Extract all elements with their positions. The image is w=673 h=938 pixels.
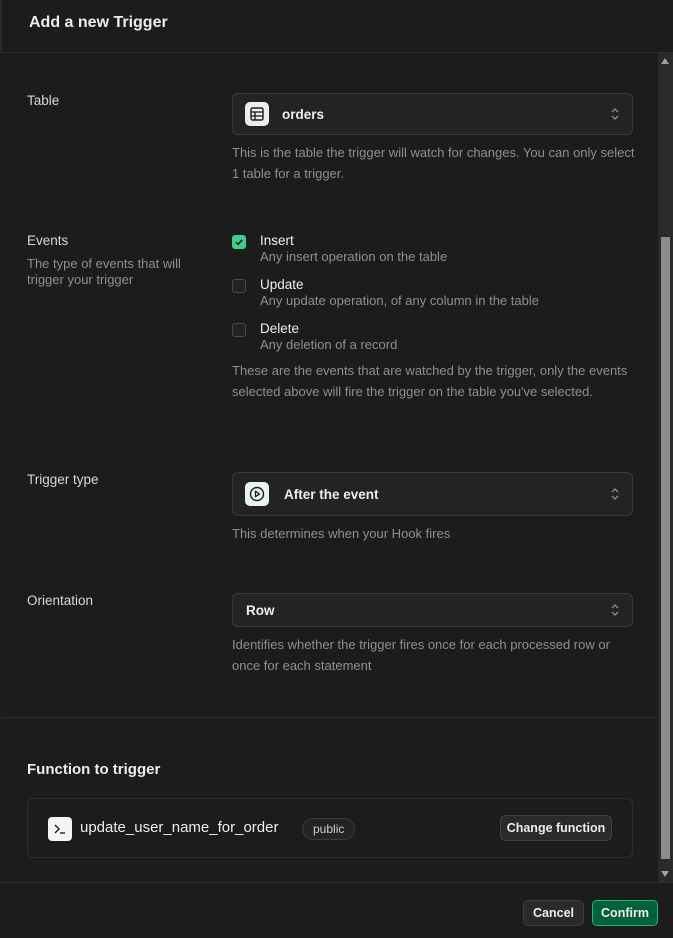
orientation-help: Identifies whether the trigger fires once for each processed row or once for each statement — [232, 637, 610, 673]
dialog-header — [0, 0, 673, 53]
trigger-type-value: After the event — [284, 486, 379, 502]
table-select-value: orders — [282, 106, 325, 122]
dialog-title: Add a new Trigger — [29, 14, 168, 31]
function-section-title: Function to trigger — [27, 761, 161, 778]
chevrons-up-down-icon — [610, 602, 620, 618]
insert-desc: Any insert operation on the table — [260, 249, 448, 264]
events-label: Events — [27, 233, 69, 248]
scrollbar[interactable] — [658, 53, 673, 882]
table-icon — [245, 102, 269, 126]
function-card — [27, 798, 633, 858]
orientation-select[interactable] — [232, 593, 633, 627]
section-divider — [2, 717, 658, 718]
orientation-label: Orientation — [27, 593, 94, 608]
confirm-button[interactable]: Confirm — [592, 900, 658, 926]
update-checkbox[interactable] — [232, 279, 246, 293]
terminal-icon — [48, 817, 72, 841]
check-icon — [233, 236, 245, 248]
delete-title: Delete — [260, 321, 300, 336]
trigger-type-select[interactable] — [232, 472, 633, 516]
change-function-button[interactable]: Change function — [500, 815, 612, 841]
update-desc: Any update operation, of any column in the table — [260, 293, 539, 308]
trigger-type-label: Trigger type — [27, 472, 99, 487]
delete-checkbox[interactable] — [232, 323, 246, 337]
insert-title: Insert — [260, 233, 294, 248]
cancel-button[interactable]: Cancel — [523, 900, 584, 926]
table-select[interactable] — [232, 93, 633, 135]
dialog-footer — [0, 882, 673, 938]
play-circle-icon — [245, 482, 269, 506]
function-name: update_user_name_for_order — [80, 819, 279, 836]
schema-badge: public — [302, 818, 355, 840]
table-help: This is the table the trigger will watch for changes. You can only select 1 table for a trigger. — [232, 145, 635, 181]
orientation-value: Row — [246, 602, 275, 618]
events-help: These are the events that are watched by the trigger, only the events selected above will fire the trigger on the table you've selected. — [232, 363, 628, 399]
chevrons-up-down-icon — [610, 486, 620, 502]
trigger-type-help: This determines when your Hook fires — [232, 526, 451, 541]
chevrons-up-down-icon — [610, 106, 620, 122]
update-title: Update — [260, 277, 304, 292]
scroll-thumb[interactable] — [661, 237, 670, 859]
insert-checkbox[interactable] — [232, 235, 246, 249]
events-description: The type of events that will trigger your trigger — [27, 256, 181, 287]
dialog-body — [2, 53, 658, 882]
delete-desc: Any deletion of a record — [260, 337, 398, 352]
table-label: Table — [27, 93, 60, 108]
scroll-down-arrow-icon[interactable] — [661, 871, 669, 877]
scroll-up-arrow-icon[interactable] — [661, 58, 669, 64]
